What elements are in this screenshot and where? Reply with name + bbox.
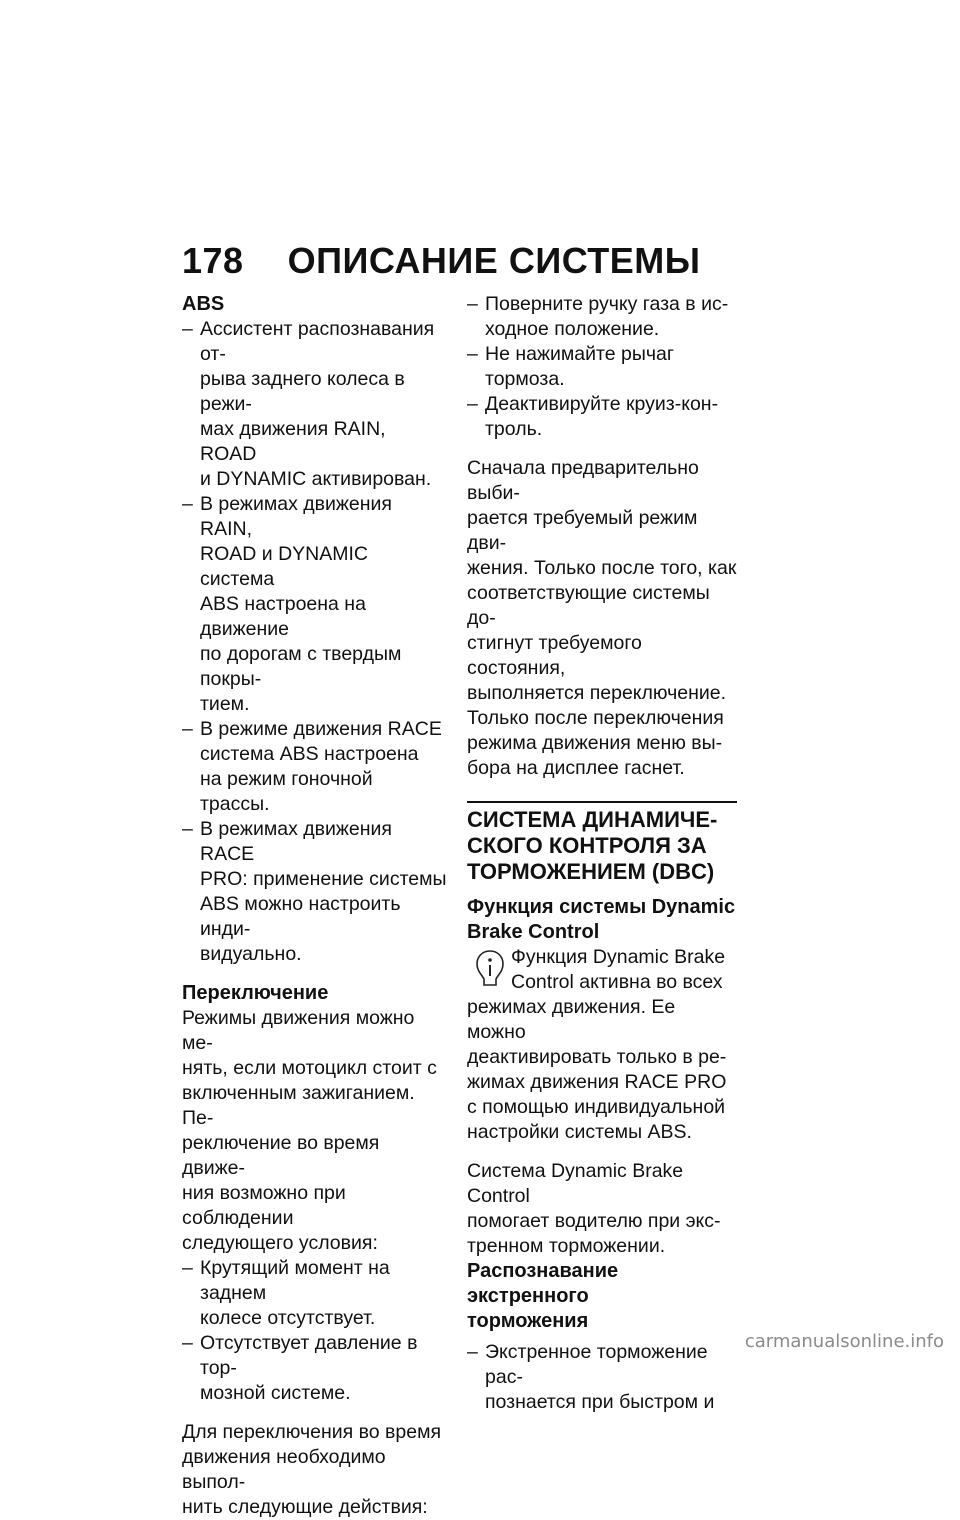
bullet-line [182, 592, 447, 642]
bullet-text: рыва заднего колеса в режи- [200, 368, 405, 415]
bullet-item [467, 342, 739, 392]
bullet-text: система ABS настроена [200, 743, 419, 765]
watermark: carmanualsonline.info [744, 1331, 944, 1352]
bullet-line [467, 292, 739, 317]
text-line: нять, если мотоцикл стоит с [182, 1057, 437, 1079]
bullet-line [182, 492, 447, 542]
bullet-text: троль. [485, 418, 543, 440]
text-line: Для переключения во время [182, 1421, 442, 1443]
bullet-item [182, 717, 447, 817]
bullet-line [182, 742, 447, 767]
bullet-text: ABS можно настроить инди- [200, 893, 401, 940]
text-line: с помощью индивидуальной [467, 1096, 726, 1118]
bullet-line [182, 467, 447, 492]
dash-marker: – [182, 818, 193, 840]
text-line: режима движения меню вы- [467, 732, 723, 754]
dash-marker: – [182, 718, 193, 740]
bullet-line [467, 1390, 739, 1415]
switch-heading: Переключение [182, 982, 329, 1004]
text-line: движения необходимо выпол- [182, 1446, 386, 1493]
bullet-line [182, 1331, 447, 1381]
text-line: деактивировать только в ре- [467, 1046, 727, 1068]
bullet-item [467, 1340, 739, 1415]
bullet-line [182, 692, 447, 717]
info-note [467, 945, 739, 995]
bullet-text: ABS настроена на движение [200, 593, 366, 640]
dash-marker: – [467, 343, 478, 365]
bullet-line [467, 317, 739, 342]
text-line: стигнут требуемого состояния, [467, 632, 642, 679]
bullet-item [467, 292, 739, 342]
bullet-text: ROAD и DYNAMIC система [200, 543, 368, 590]
bullet-line [182, 1306, 447, 1331]
text-line: нить следующие действия: [182, 1496, 428, 1518]
dbc-function-heading [467, 895, 739, 945]
bullet-text: Ассистент распознавания от- [200, 318, 435, 365]
bullet-text: ходное положение. [485, 318, 660, 340]
action-bullet-list [467, 292, 739, 442]
dash-marker: – [182, 493, 193, 515]
dash-marker: – [182, 1332, 193, 1354]
bullet-text: Поверните ручку газа в ис- [485, 293, 729, 315]
text-line: Функция Dynamic Brake [511, 946, 726, 968]
bullet-text: PRO: применение системы [200, 868, 447, 890]
bullet-text: В режиме движения RACE [200, 718, 442, 740]
detect-bullet-list [467, 1340, 739, 1415]
page-title: ОПИСАНИЕ СИСТЕМЫ [287, 240, 701, 281]
bullet-line [182, 1381, 447, 1406]
text-line: рается требуемый режим дви- [467, 507, 698, 554]
bullet-item [467, 392, 739, 442]
right-column [467, 292, 739, 1415]
actions-paragraph [182, 1420, 447, 1520]
bullet-line [182, 317, 447, 367]
bullet-item [182, 1331, 447, 1406]
bullet-text: и DYNAMIC активирован. [200, 468, 432, 490]
dash-marker: – [467, 1341, 478, 1363]
bullet-line [182, 892, 447, 942]
bullet-text: мозной системе. [200, 1382, 351, 1404]
bullet-text: по дорогам с твердым покры- [200, 643, 402, 690]
switch-condition-list [182, 1256, 447, 1406]
text-line: следующего условия: [182, 1232, 378, 1254]
text-line: СИСТЕМА ДИНАМИЧЕ- [467, 807, 718, 832]
text-line: ния возможно при соблюдении [182, 1182, 346, 1229]
bullet-text: тием. [200, 693, 250, 715]
text-line: Brake Control [467, 921, 600, 943]
bullet-text: Экстренное торможение рас- [485, 1341, 708, 1388]
text-line: Распознавание экстренного [467, 1260, 619, 1307]
abs-heading: ABS [182, 293, 225, 315]
text-line: Режимы движения можно ме- [182, 1007, 415, 1054]
text-line: выполняется переключение. [467, 682, 727, 704]
bullet-item [182, 317, 447, 492]
text-line: жения. Только после того, как [467, 557, 737, 579]
text-line: помогает водителю при экс- [467, 1210, 721, 1232]
text-line: Сначала предварительно выби- [467, 457, 699, 504]
text-line: жимах движения RACE PRO [467, 1071, 727, 1093]
text-line: СКОГО КОНТРОЛЯ ЗА [467, 833, 707, 858]
bullet-text: Деактивируйте круиз-кон- [485, 393, 719, 415]
text-line: настройки системы ABS. [467, 1121, 692, 1143]
text-line: ТОРМОЖЕНИЕМ (DBC) [467, 859, 715, 884]
bullet-line [182, 817, 447, 867]
text-line: тренном торможении. [467, 1235, 666, 1257]
text-line: Только после переключения [467, 707, 724, 729]
text-line: Функция системы Dynamic [467, 896, 736, 918]
selection-paragraph [467, 456, 739, 781]
bullet-item [182, 492, 447, 717]
text-line: режимах движения. Ее можно [467, 996, 676, 1043]
dash-marker: – [182, 318, 193, 340]
abs-bullet-list [182, 317, 447, 967]
left-column [182, 292, 447, 1520]
text-line: Control активна во всех [511, 971, 723, 993]
switch-paragraph [182, 1006, 447, 1256]
bullet-line [182, 367, 447, 417]
dbc-section-heading [467, 807, 739, 885]
bullet-line [182, 867, 447, 892]
dash-marker: – [467, 393, 478, 415]
bullet-text: видуально. [200, 943, 302, 965]
bullet-text: колесе отсутствует. [200, 1307, 376, 1329]
bullet-text: на режим гоночной трассы. [200, 768, 373, 815]
bullet-text: Крутящий момент на заднем [200, 1257, 390, 1304]
dash-marker: – [182, 1257, 193, 1279]
page-number: 178 [182, 240, 244, 281]
bullet-line [182, 1256, 447, 1306]
bullet-line [467, 1340, 739, 1390]
section-divider [467, 801, 737, 803]
bullet-line [467, 392, 739, 417]
text-line: Система Dynamic Brake Control [467, 1160, 684, 1207]
page-header [182, 240, 701, 282]
dash-marker: – [467, 293, 478, 315]
bullet-item [182, 1256, 447, 1331]
bullet-text: В режимах движения RAIN, [200, 493, 392, 540]
bullet-text: В режимах движения RACE [200, 818, 392, 865]
bullet-text: Не нажимайте рычаг тормоза. [485, 343, 674, 390]
text-line: соответствующие системы до- [467, 582, 710, 629]
bullet-line [182, 417, 447, 467]
bullet-line [467, 342, 739, 392]
text-line: бора на дисплее гаснет. [467, 757, 685, 779]
text-line: торможения [467, 1310, 589, 1332]
bullet-item [182, 817, 447, 967]
bullet-line [467, 417, 739, 442]
text-line: включенным зажиганием. Пе- [182, 1082, 415, 1129]
detect-heading [467, 1259, 739, 1334]
bullet-line [182, 717, 447, 742]
bullet-line [182, 942, 447, 967]
text-line: реключение во время движе- [182, 1132, 380, 1179]
bullet-line [182, 542, 447, 592]
bullet-line [182, 642, 447, 692]
bullet-text: Отсутствует давление в тор- [200, 1332, 418, 1379]
bullet-line [182, 767, 447, 817]
bullet-text: мах движения RAIN, ROAD [200, 418, 386, 465]
info-icon [475, 949, 505, 989]
dbc-paragraph [467, 1159, 739, 1259]
bullet-text: познается при быстром и [485, 1391, 715, 1413]
